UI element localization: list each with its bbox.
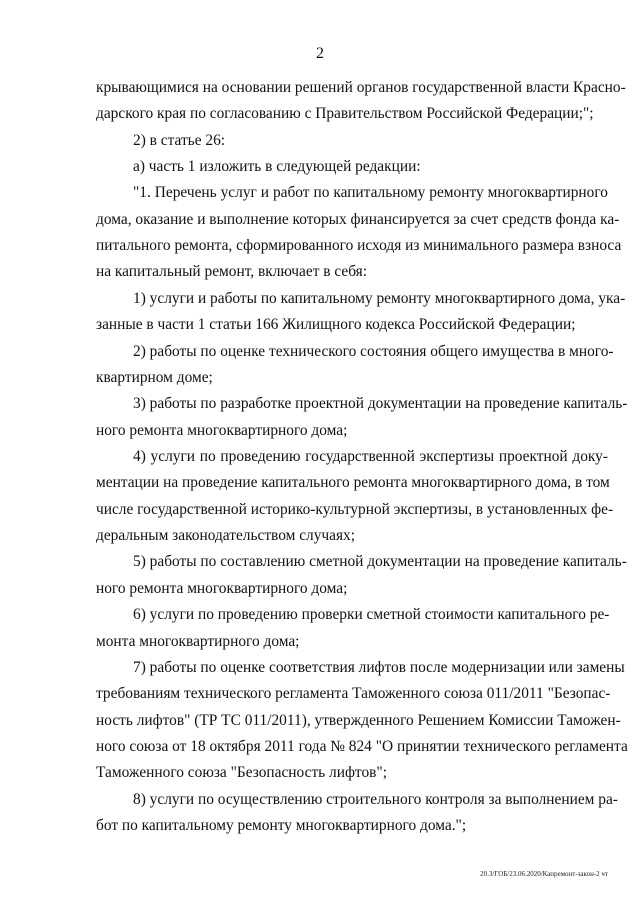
text-line: 6) услуги по проведению проверки сметной стоимости капитального ре- xyxy=(133,606,610,623)
text-line: 8) услуги по осуществлению строительного контроля за выполнением ра- xyxy=(133,791,618,808)
text-line: бот по капитальному ремонту многоквартирного дома."; xyxy=(96,817,467,834)
text-line: крывающимися на основании решений органов государственной власти Красно- xyxy=(96,79,626,96)
text-line: 3) работы по разработке проектной документации на проведение капиталь- xyxy=(133,395,628,412)
text-line: дарского края по согласованию с Правительством Российской Федерации;"; xyxy=(96,105,594,122)
text-line: деральным законодательством случаях; xyxy=(96,527,356,544)
text-line: 2) в статье 26: xyxy=(133,132,226,149)
text-line: Таможенного союза "Безопасность лифтов"; xyxy=(96,764,387,781)
text-line: на капитальный ремонт, включает в себя: xyxy=(96,263,368,280)
text-line: 2) работы по оценке технического состояния общего имущества в много- xyxy=(133,343,614,360)
text-line: 5) работы по составлению сметной документации на проведение капиталь- xyxy=(133,553,627,570)
page-number: 2 xyxy=(316,45,324,62)
text-line: 4) услуги по проведению государственной экспертизы проектной доку- xyxy=(133,448,608,465)
text-line: требованиям технического регламента Таможенного союза 011/2011 "Безопас- xyxy=(96,685,611,702)
text-line: квартирном доме; xyxy=(96,369,213,386)
text-line: ментации на проведение капитального ремонта многоквартирного дома, в том xyxy=(96,474,610,491)
text-line: ного союза от 18 октября 2011 года № 824 "О принятии технического регламента xyxy=(96,738,628,755)
text-line: ного ремонта многоквартирного дома; xyxy=(96,580,348,597)
text-line: 7) работы по оценке соответствия лифтов после модернизации или замены xyxy=(133,659,625,676)
text-line: монта многоквартирного дома; xyxy=(96,633,300,650)
footer-document-code: 20.3/ГОБ/23.06.2020/Капремонт-закон-2 чт xyxy=(480,870,608,878)
text-line: ность лифтов" (ТР ТС 011/2011), утвержденного Решением Комиссии Таможен- xyxy=(96,712,621,729)
text-line: 1) услуги и работы по капитальному ремонту многоквартирного дома, ука- xyxy=(133,290,626,307)
text-line: ного ремонта многоквартирного дома; xyxy=(96,422,348,439)
text-line: числе государственной историко-культурной экспертизы, в установленных фе- xyxy=(96,501,614,518)
text-line: занные в части 1 статьи 166 Жилищного кодекса Российской Федерации; xyxy=(96,316,576,333)
text-line: а) часть 1 изложить в следующей редакции: xyxy=(133,158,421,175)
text-line: "1. Перечень услуг и работ по капитальному ремонту многоквартирного xyxy=(133,184,608,201)
text-line: дома, оказание и выполнение которых финансируется за счет средств фонда ка- xyxy=(96,211,620,228)
text-line: питального ремонта, сформированного исходя из минимального размера взноса xyxy=(96,237,622,254)
